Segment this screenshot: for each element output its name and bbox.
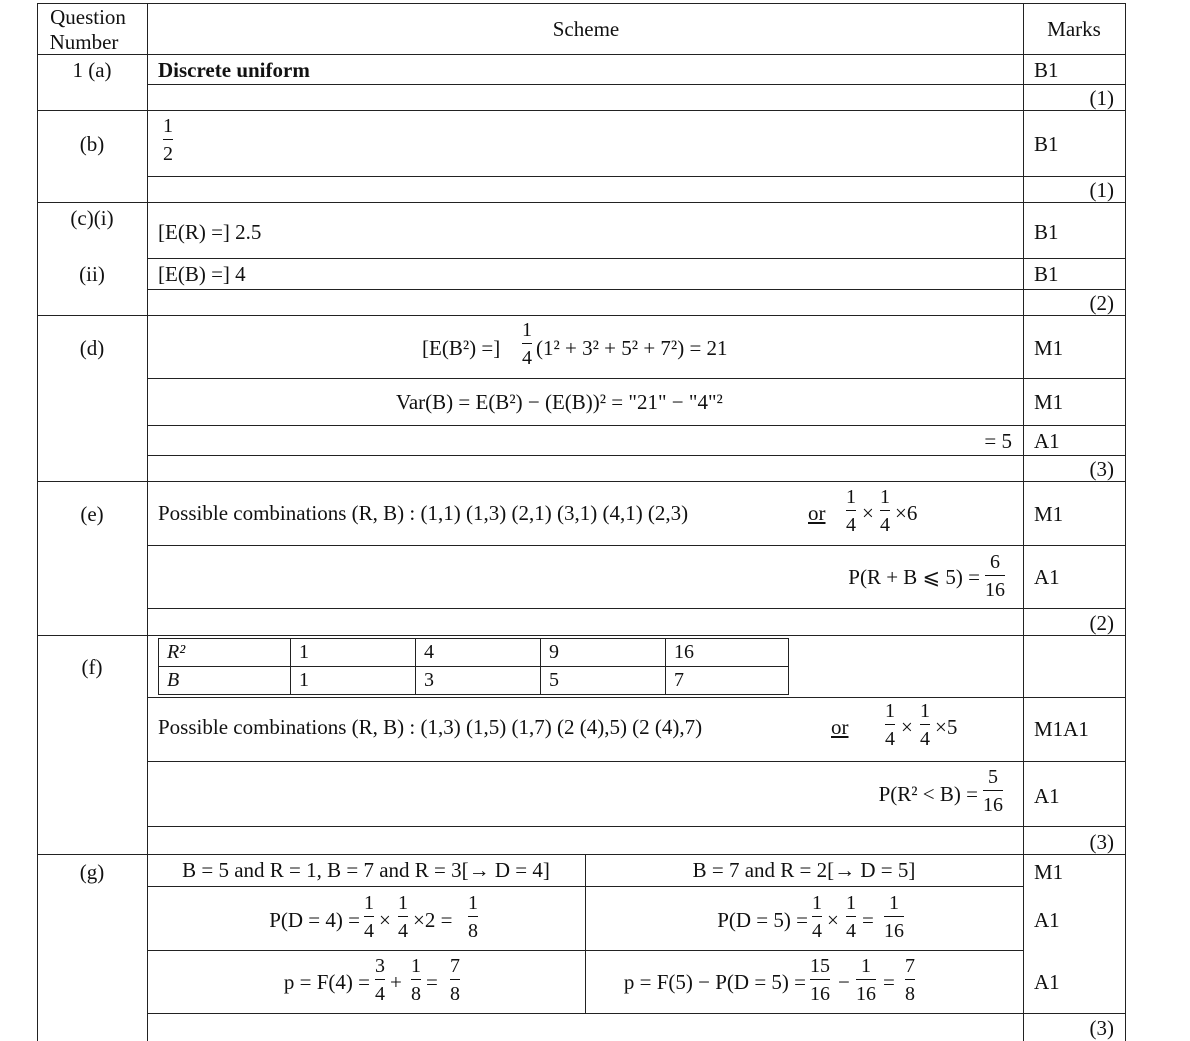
g-left3-pre: p = F(4) = [283, 970, 370, 994]
f-table-cell: 9 [541, 639, 666, 667]
d-line1-post: (1² + 3² + 5² + 7²) = 21 [536, 336, 728, 360]
g-right3-frac-c: 7 8 [905, 955, 915, 1005]
row-f-inner-3 [147, 826, 1126, 827]
g-right3-minus: − [838, 970, 850, 994]
g-left3-frac-b: 1 8 [411, 955, 421, 1005]
g-left2-pre: P(D = 4) = [269, 908, 360, 932]
row-f-inner-1 [147, 697, 1126, 698]
e-frac-1: 1 4 [846, 486, 856, 536]
mark-f-2: A1 [1034, 784, 1060, 808]
row-f-inner-2 [147, 761, 1126, 762]
total-b: (1) [1089, 178, 1114, 202]
label-c-i: (c)(i) [70, 206, 114, 230]
e-times6: ×6 [895, 501, 918, 525]
row-c-inner-1 [147, 258, 1126, 259]
total-a: (1) [1089, 86, 1114, 110]
label-c-ii: (ii) [79, 262, 105, 286]
mark-g-2: A1 [1034, 908, 1060, 932]
row-c-inner-2 [147, 289, 1126, 290]
f-table-cell: 4 [416, 639, 541, 667]
f-frac-2: 1 4 [920, 700, 930, 750]
g-right3-eq: = [883, 970, 895, 994]
col-divider-marks [1023, 3, 1024, 1041]
g-left3-frac-c: 7 8 [450, 955, 460, 1005]
g-right2-frac-b: 1 4 [846, 892, 856, 942]
mark-g-3: A1 [1034, 970, 1060, 994]
row-e-inner-2 [147, 608, 1126, 609]
row-e-inner-1 [147, 545, 1126, 546]
header-question: Question [50, 5, 126, 29]
d-quarter-fraction: 1 4 [522, 319, 532, 369]
f-table-header-b: B [159, 667, 291, 695]
e-frac-2: 1 4 [880, 486, 890, 536]
outer-right-border [1125, 3, 1126, 1041]
row-g-inner-3 [147, 1013, 1126, 1014]
row-a-bottom [37, 110, 1126, 111]
f-table [158, 638, 789, 695]
f-or: or [831, 715, 849, 739]
g-left3-plus: + [390, 970, 402, 994]
e-or: or [808, 501, 826, 525]
e-times: × [862, 501, 874, 525]
g-right3-pre: p = F(5) − P(D = 5) = [623, 970, 806, 994]
mark-e-2: A1 [1034, 565, 1060, 589]
row-d-bottom [37, 481, 1126, 482]
mark-g-1: M1 [1034, 860, 1064, 884]
answer-b-fraction: 1 2 [163, 115, 173, 165]
g-right2-times: × [827, 908, 839, 932]
g-left2-frac-c: 1 8 [468, 892, 478, 942]
g-right2-pre: P(D = 5) = [717, 908, 808, 932]
label-g: (g) [79, 860, 105, 884]
g-left3-eq: = [426, 970, 438, 994]
f-result-fraction: 5 16 [983, 766, 1003, 816]
g-right1: B = 7 and R = 2[→ D = 5] [692, 858, 916, 882]
g-right3-frac-b: 1 16 [856, 955, 876, 1005]
row-d-inner-3 [147, 455, 1126, 456]
mark-b: B1 [1034, 132, 1059, 156]
answer-c-i: [E(R) =] 2.5 [158, 220, 262, 244]
row-b-inner [147, 176, 1126, 177]
f-line2-pre: P(R² < B) = [878, 782, 978, 806]
g-right2-frac-c: 1 16 [884, 892, 904, 942]
mark-d-1: M1 [1034, 336, 1064, 360]
total-d: (3) [1089, 457, 1114, 481]
g-right3-frac-a: 15 16 [810, 955, 830, 1005]
f-table-cell: 7 [666, 667, 789, 695]
f-table-cell: 1 [291, 667, 416, 695]
mark-a: B1 [1034, 58, 1059, 82]
outer-left-border [37, 3, 38, 1041]
row-c-bottom [37, 315, 1126, 316]
g-left2-frac-a: 1 4 [364, 892, 374, 942]
answer-c-ii: [E(B) =] 4 [158, 262, 246, 286]
f-table-row-b [159, 667, 789, 695]
total-f: (3) [1089, 830, 1114, 854]
f-table-cell: 1 [291, 639, 416, 667]
g-left1: B = 5 and R = 1, B = 7 and R = 3[→ D = 4] [182, 858, 550, 882]
f-times5: ×5 [935, 715, 958, 739]
mark-e-1: M1 [1034, 502, 1064, 526]
total-c: (2) [1089, 291, 1114, 315]
f-table-cell: 3 [416, 667, 541, 695]
top-border [37, 3, 1126, 4]
g-right2-frac-a: 1 4 [812, 892, 822, 942]
row-e-bottom [37, 635, 1126, 636]
g-left2-frac-b: 1 4 [398, 892, 408, 942]
header-scheme: Scheme [552, 17, 620, 41]
g-left2-mid: ×2 = [413, 908, 453, 932]
f-table-cell: 5 [541, 667, 666, 695]
e-line1: Possible combinations (R, B) : (1,1) (1,3) (2,1) (3,1) (4,1) (2,3) [158, 501, 689, 525]
row-f-bottom [37, 854, 1126, 855]
g-left3-frac-a: 3 4 [375, 955, 385, 1005]
answer-a: Discrete uniform [158, 58, 310, 82]
header-divider [37, 54, 1126, 55]
d-line3: = 5 [984, 429, 1012, 453]
f-table-header-r2: R² [159, 639, 291, 667]
mark-c-i: B1 [1034, 220, 1059, 244]
d-line2: Var(B) = E(B²) − (E(B))² = "21" − "4"² [396, 390, 723, 414]
total-e: (2) [1089, 611, 1114, 635]
mark-f-1: M1A1 [1034, 717, 1089, 741]
label-f: (f) [81, 655, 103, 679]
mark-d-2: M1 [1034, 390, 1064, 414]
row-g-col-split [585, 854, 586, 1013]
label-e: (e) [80, 502, 104, 526]
row-b-bottom [37, 202, 1126, 203]
e-result-fraction: 6 16 [985, 551, 1005, 601]
mark-c-ii: B1 [1034, 262, 1059, 286]
g-right2-eq: = [862, 908, 874, 932]
f-line1: Possible combinations (R, B) : (1,3) (1,5) (1,7) (2 (4),5) (2 (4),7) [158, 715, 703, 739]
e-line2-pre: P(R + B ⩽ 5) = [848, 565, 980, 589]
mark-d-3: A1 [1034, 429, 1060, 453]
label-1a: 1 (a) [72, 58, 112, 82]
g-left2-times: × [379, 908, 391, 932]
f-table-row-r2 [159, 639, 789, 667]
row-a-inner [147, 84, 1126, 85]
row-d-inner-1 [147, 378, 1126, 379]
header-marks: Marks [1047, 17, 1101, 41]
f-frac-1: 1 4 [885, 700, 895, 750]
total-g: (3) [1089, 1016, 1114, 1040]
label-b: (b) [79, 132, 105, 156]
f-table-cell: 16 [666, 639, 789, 667]
d-line1-pre: [E(B²) =] [422, 336, 501, 360]
row-d-inner-2 [147, 425, 1126, 426]
header-number: Number [49, 30, 119, 54]
f-times: × [901, 715, 913, 739]
label-d: (d) [79, 336, 105, 360]
